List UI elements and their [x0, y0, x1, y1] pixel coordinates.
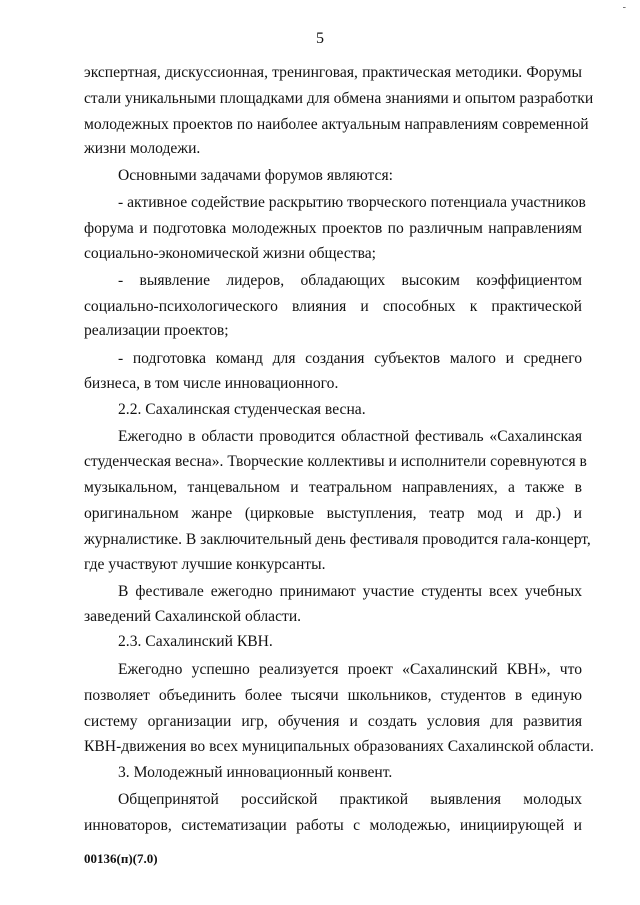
text-line: Ежегодно успешно реализуется проект «Сахалинский КВН», что [118, 661, 582, 678]
text-line: экспертная, дискуссионная, тренинговая, практическая методики. Форумы [84, 64, 582, 81]
text-line: жизни молодежи. [84, 140, 201, 157]
section-heading: 3. Молодежный инновационный конвент. [118, 764, 393, 781]
text-line: В фестивале ежегодно принимают участие студенты всех учебных [118, 583, 582, 600]
text-line: - активное содействие раскрытию творческого потенциала участников [118, 194, 586, 211]
text-line: стали уникальными площадками для обмена знаниями и опытом разработки [84, 90, 594, 107]
text-line: бизнеса, в том числе инновационного. [84, 375, 339, 392]
document-code: 00136(п)(7.0) [84, 851, 158, 866]
text-line: где участвуют лучшие конкурсанты. [84, 556, 326, 573]
text-line: молодежных проектов по наиболее актуальным направлениям современной [84, 116, 589, 133]
text-line: журналистике. В заключительный день фестиваля проводится гала-концерт, [84, 531, 591, 548]
text-line: музыкальном, танцевальном и театральном направлениях, а также в [84, 479, 582, 496]
text-line: студенческая весна». Творческие коллективы и исполнители соревнуются в [84, 453, 587, 470]
text-line: КВН-движения во всех муниципальных образованиях Сахалинской области. [84, 738, 594, 755]
section-heading: 2.2. Сахалинская студенческая весна. [118, 401, 366, 418]
text-line: позволяет объединить более тысячи школьников, студентов в единую [84, 687, 582, 704]
text-line: инноваторов, систематизации работы с молодежью, инициирующей и [84, 817, 582, 834]
text-line: Общепринятой российской практикой выявления молодых [118, 791, 582, 808]
text-line: социально-психологического влияния и способных к практической [84, 298, 582, 315]
text-line: - подготовка команд для создания субъектов малого и среднего [118, 350, 582, 367]
text-line: Ежегодно в области проводится областной фестиваль «Сахалинская [118, 428, 582, 445]
text-line: форума и подготовка молодежных проектов по различным направлениям [84, 220, 582, 237]
section-heading: 2.3. Сахалинский КВН. [118, 633, 273, 650]
text-line: систему организации игр, обучения и создать условия для развития [84, 713, 582, 730]
text-line: - выявление лидеров, обладающих высоким коэффициентом [118, 272, 582, 289]
page-number: 5 [316, 30, 324, 47]
text-line: Основными задачами форумов являются: [118, 167, 393, 184]
text-line: реализации проектов; [84, 322, 229, 339]
text-line: заведений Сахалинской области. [84, 608, 302, 625]
corner-mark: - [622, 2, 626, 13]
text-line: оригинальном жанре (цирковые выступления, театр мод и др.) и [84, 505, 582, 522]
text-line: социально-экономической жизни общества; [84, 245, 376, 262]
